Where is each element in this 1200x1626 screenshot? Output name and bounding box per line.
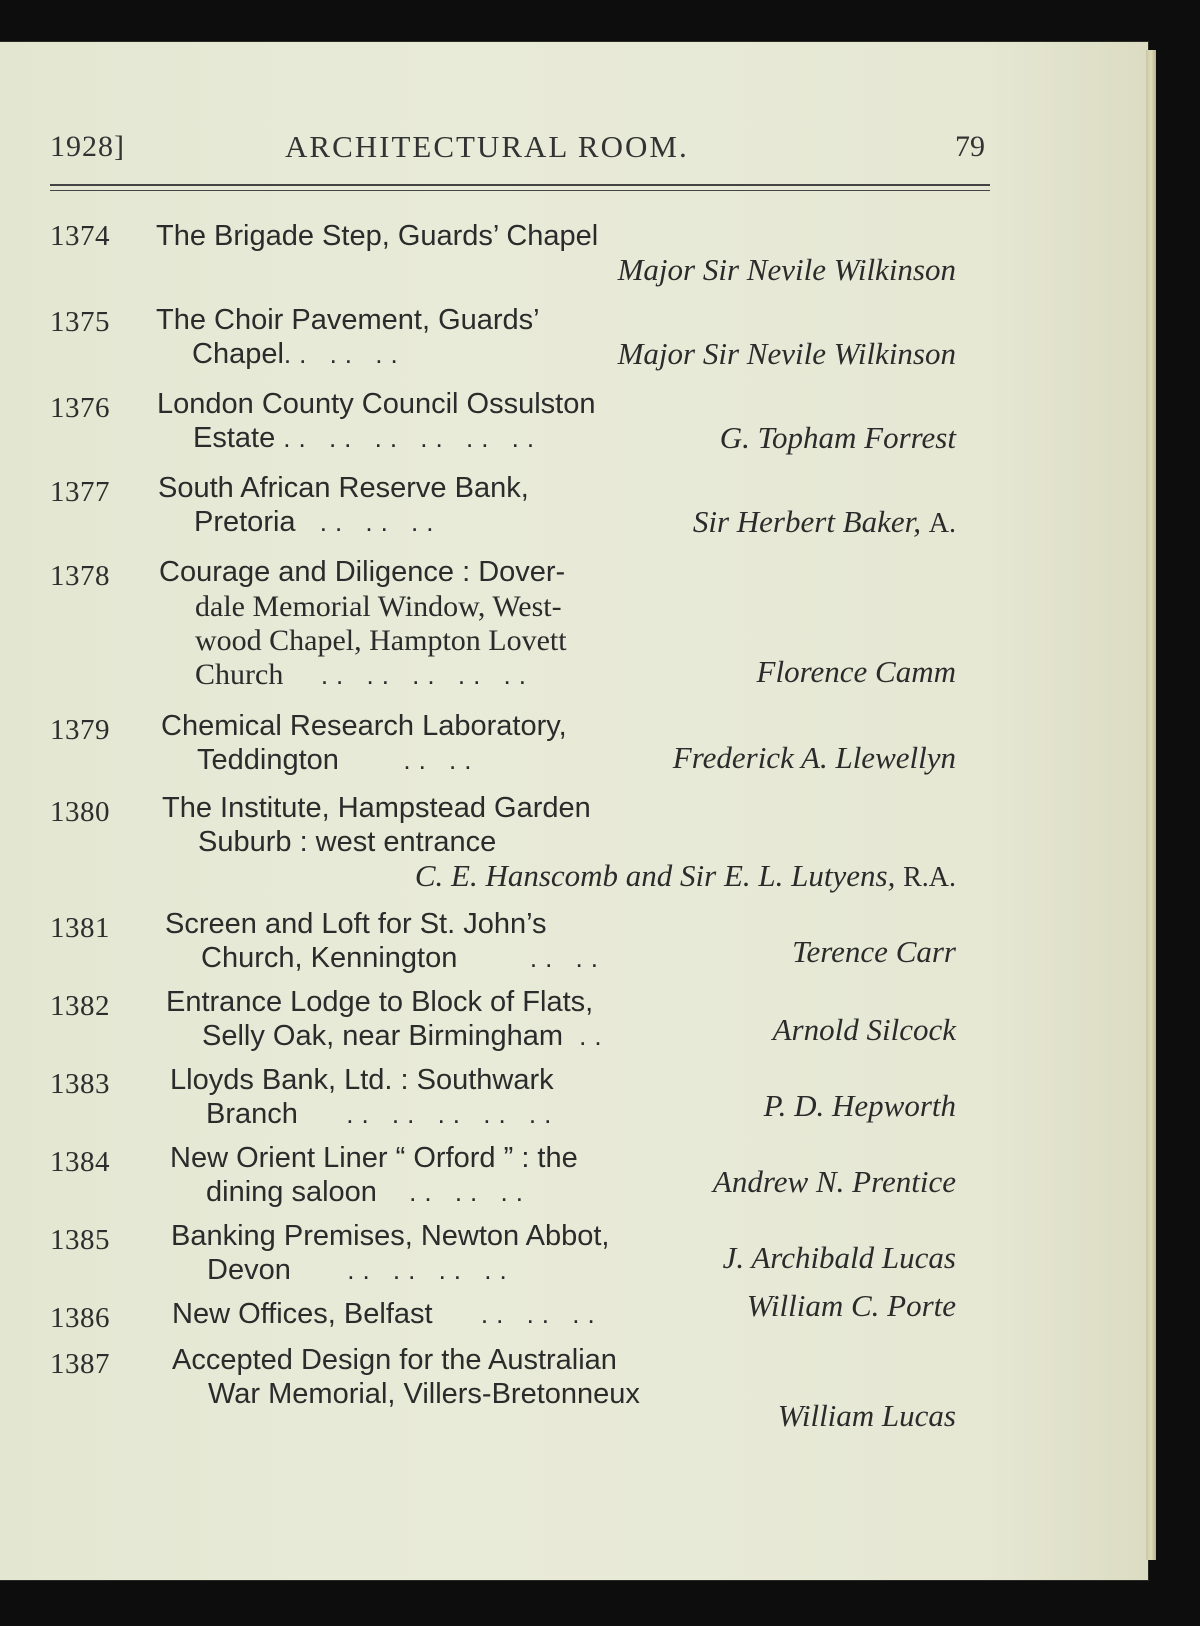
entry-title: Banking Premises, Newton Abbot,	[171, 1220, 610, 1252]
entry-title-continued: dining saloon .. .. ..	[206, 1176, 531, 1208]
entry-title-continued: Chapel.. .. ..	[192, 338, 406, 370]
entry-number: 1379	[50, 714, 110, 746]
entry-author: J. Archibald Lucas	[722, 1240, 956, 1275]
dot-leader: .. .. .. .. ..	[320, 660, 534, 690]
dot-leader: .. ..	[529, 943, 606, 973]
entry-title: The Institute, Hampstead Garden	[162, 792, 591, 824]
entry-title: Screen and Loft for St. John’s	[165, 908, 547, 940]
entry-title-continued: wood Chapel, Hampton Lovett	[195, 624, 567, 657]
entry-number: 1383	[50, 1068, 110, 1100]
entry-title-continued: Devon .. .. .. ..	[207, 1254, 515, 1286]
dot-leader: .. ..	[403, 745, 480, 775]
entry-title-continued: Suburb : west entrance	[198, 826, 497, 858]
entry-title: The Choir Pavement, Guards’	[156, 304, 540, 336]
running-header	[50, 92, 990, 164]
entry-author: Florence Camm	[756, 654, 956, 689]
entry-number: 1381	[50, 912, 110, 944]
entry-author: C. E. Hanscomb and Sir E. L. Lutyens, R.A.	[414, 858, 956, 893]
entry-author: William C. Porte	[746, 1288, 956, 1323]
header-rule-thin	[50, 190, 990, 191]
header-year: 1928]	[50, 130, 125, 163]
entry-author: Sir Herbert Baker, A.	[692, 504, 956, 539]
dot-leader: .. .. ..	[283, 339, 406, 369]
entry-title-continued: Branch .. .. .. .. ..	[206, 1098, 560, 1130]
entry-title: London County Council Ossulston	[157, 388, 596, 420]
entry-number: 1377	[50, 476, 110, 508]
dot-leader: .. .. .. .. .. ..	[283, 423, 543, 453]
entry-title: The Brigade Step, Guards’ Chapel	[156, 220, 599, 252]
entry-title-continued: dale Memorial Window, West-	[195, 590, 562, 623]
entry-author: Arnold Silcock	[772, 1012, 956, 1047]
entry-number: 1380	[50, 796, 110, 828]
entry-title-continued: Church .. .. .. .. ..	[195, 658, 534, 691]
entry-title: Lloyds Bank, Ltd. : Southwark	[170, 1064, 554, 1096]
dot-leader: .. .. ..	[319, 507, 442, 537]
entry-number: 1382	[50, 990, 110, 1022]
entry-author: Major Sir Nevile Wilkinson	[617, 252, 956, 287]
dot-leader: .. .. .. ..	[347, 1255, 515, 1285]
entry-author: P. D. Hepworth	[763, 1088, 956, 1123]
page-number: 79	[955, 130, 985, 163]
entry-title-continued: Estate .. .. .. .. .. ..	[193, 422, 543, 454]
entry-title-continued: Selly Oak, near Birmingham ..	[202, 1020, 610, 1052]
entry-number: 1376	[50, 392, 110, 424]
entry-title-continued: Teddington .. ..	[197, 744, 480, 776]
entry-author: Andrew N. Prentice	[712, 1164, 956, 1199]
dot-leader: ..	[579, 1021, 610, 1051]
header-title: ARCHITECTURAL ROOM.	[285, 129, 689, 164]
entry-title-continued: Church, Kennington .. ..	[201, 942, 606, 974]
entry-author: William Lucas	[777, 1398, 956, 1433]
entry-number: 1374	[50, 220, 110, 252]
dot-leader: .. .. ..	[480, 1299, 603, 1329]
entry-title: South African Reserve Bank,	[158, 472, 529, 504]
dot-leader: .. .. ..	[409, 1177, 531, 1207]
entry-title: Accepted Design for the Australian	[172, 1344, 617, 1376]
entry-number: 1378	[50, 560, 110, 592]
entry-title: Entrance Lodge to Block of Flats,	[166, 986, 594, 1018]
entry-title: Chemical Research Laboratory,	[161, 710, 567, 742]
entry-number: 1387	[50, 1348, 110, 1380]
entry-title: New Offices, Belfast .. .. ..	[172, 1298, 603, 1330]
entry-author: G. Topham Forrest	[719, 420, 956, 455]
entry-title-continued: War Memorial, Villers-Bretonneux	[208, 1378, 640, 1410]
entry-number: 1384	[50, 1146, 110, 1178]
entry-title: New Orient Liner “ Orford ” : the	[170, 1142, 578, 1174]
entry-number: 1375	[50, 306, 110, 338]
dot-leader: .. .. .. .. ..	[346, 1099, 560, 1129]
entry-number: 1385	[50, 1224, 110, 1256]
entry-title: Courage and Diligence : Dover-	[159, 556, 566, 588]
page-edge	[1146, 50, 1156, 1560]
entry-author: Frederick A. Llewellyn	[672, 740, 956, 775]
entry-number: 1386	[50, 1302, 110, 1334]
entry-title-continued: Pretoria .. .. ..	[194, 506, 442, 538]
entry-author: Major Sir Nevile Wilkinson	[617, 336, 956, 371]
header-rule	[50, 184, 990, 186]
entry-author: Terence Carr	[792, 934, 956, 969]
